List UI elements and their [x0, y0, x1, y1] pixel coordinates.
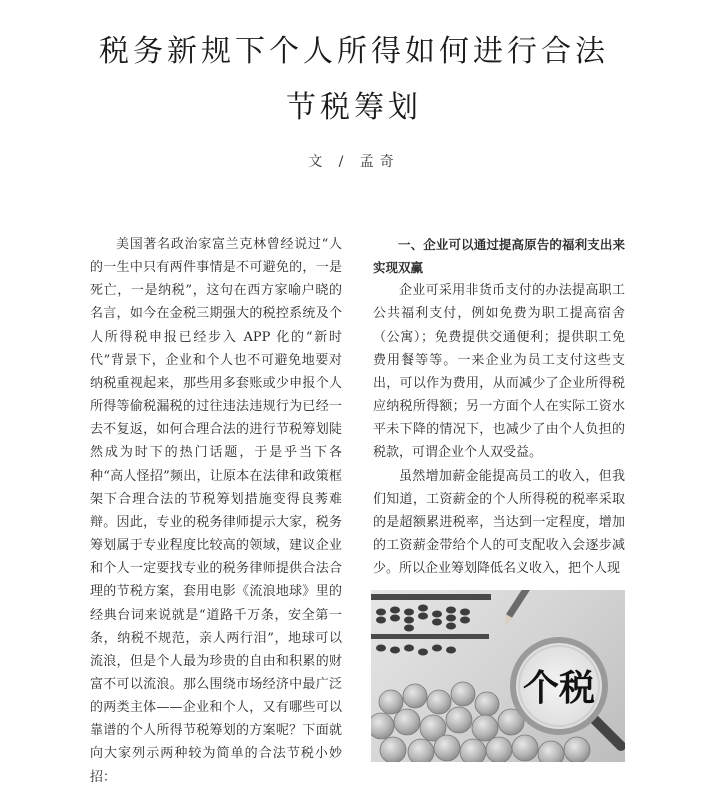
body-paragraph: 企业可采用非货币支付的办法提高职工公共福利支付，例如免费为职工提高宿舍（公寓）；免费提供交通便利；提供职工免费用餐等等。一来企业为员工支付这些支出，可以作为费用，从而减少了企业所得税应纳税所得额；另一方面个人在实际工资水平未下降的情况下，也减少了由个人负担的税款，可谓企业个人双受益。: [373, 283, 625, 461]
article-title-line-1: 税务新规下个人所得如何进行合法: [99, 34, 609, 69]
pencil-icon: [505, 590, 529, 626]
left-column: [90, 233, 342, 789]
right-column: [373, 233, 625, 580]
tax-illustration-photo: [371, 590, 625, 762]
article-title-line-2: 节税筹划: [286, 90, 422, 125]
abacus-icon: [371, 594, 491, 656]
body-paragraph: 虽然增加薪金能提高员工的收入，但我们知道，工资薪金的个人所得税的税率采取的是超额累进税率，当达到一定程度，增加的工资薪金带给个人的可支配收入会逐步减少。所以企业筹划降低名义收入，把个人现: [373, 468, 625, 577]
author-byline: 文 / 孟奇: [308, 154, 400, 170]
section-heading: 一、企业可以通过提高原告的福利支出来实现双赢: [373, 237, 625, 276]
intro-paragraph: 美国著名政治家富兰克林曾经说过“人的一生中只有两件事情是不可避免的，一是死亡，一是纳税”，这句在西方家喻户晓的名言，如今在金税三期强大的税控系统及个人所得税申报已经步入 APP 化的“新时代”背景下，企业和个人也不可避免地要对纳税重视起来，那些用多套账或少申报个人所得等偷税漏税的过往违法违规行为已经一去不复返，如何合理合法的进行节税筹划陡然成为时下的热门话题，于是乎当下各种“高人怪招”频出，让原本在法律和政策框架下合理合法的节税筹划措施变得良莠难辩。因此，专业的税务律师提示大家，税务筹划属于专业程度比较高的领域，建议企业和个人一定要找专业的税务律师提供合法合理的节税方案，套用电影《流浪地球》里的经典台词来说就是“道路千万条，安全第一条，纳税不规范，亲人两行泪”，地球可以流浪，但是个人最为珍贵的自由和积累的财富不可以流浪。那么围绕市场经济中最广泛的两类主体——企业和个人，又有哪些可以靠谱的个人所得节税筹划的方案呢？下面就向大家列示两种较为简单的合法节税小妙招：: [90, 237, 342, 785]
magnifier-label: 个税: [522, 668, 596, 709]
magnifying-glass-icon: [513, 640, 621, 746]
